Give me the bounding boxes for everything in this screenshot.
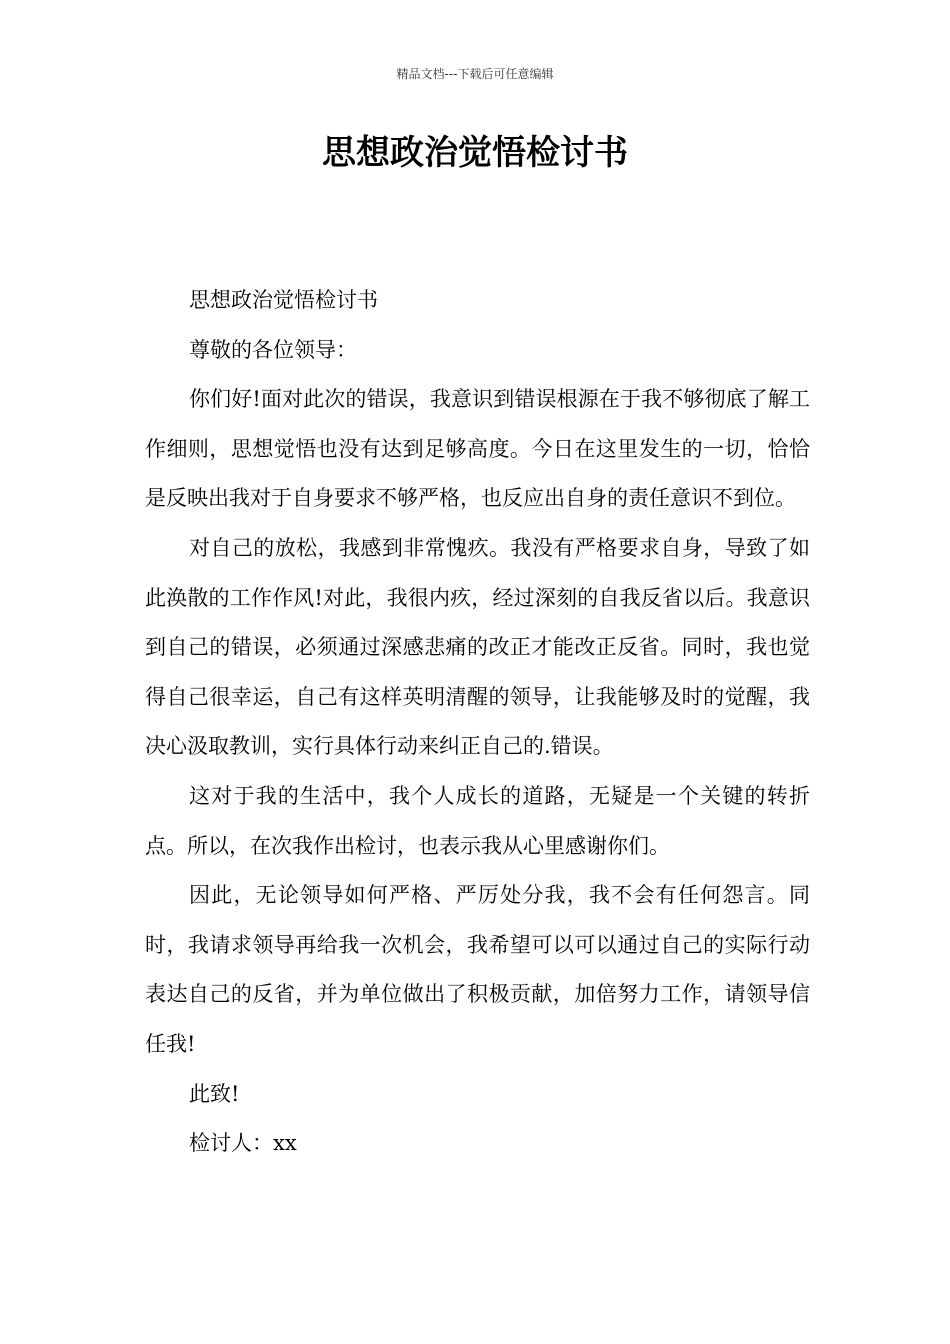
paragraph: 因此，无论领导如何严格、严厉处分我，我不会有任何怨言。同时，我请求领导再给我一次机会，我希望可以可以通过自己的实际行动表达自己的反省，并为单位做出了积极贡献，加倍努力工作，请领导信任我! <box>145 883 810 1056</box>
header-note: 精品文档---下载后可任意编辑 <box>396 67 554 81</box>
paragraph-salutation: 尊敬的各位领导： <box>189 337 357 362</box>
document-title: 思想政治觉悟检讨书 <box>322 133 628 173</box>
paragraph-closing: 此致! <box>189 1081 240 1106</box>
paragraph-signature: 检讨人：xx <box>189 1131 297 1156</box>
paragraph-heading: 思想政治觉悟检讨书 <box>189 288 378 312</box>
paragraph: 这对于我的生活中，我个人成长的道路，无疑是一个关键的转折点。所以，在次我作出检讨，也表示我从心里感谢你们。 <box>145 783 810 858</box>
paragraph: 你们好!面对此次的错误，我意识到错误根源在于我不够彻底了解工作细则，思想觉悟也没有达到足够高度。今日在这里发生的一切，恰恰是反映出我对于自身要求不够严格，也反应出自身的责任意识不到位。 <box>145 387 810 511</box>
paragraph: 对自己的放松，我感到非常愧疚。我没有严格要求自身，导致了如此涣散的工作作风!对此，我很内疚，经过深刻的自我反省以后。我意识到自己的错误，必须通过深感悲痛的改正才能改正反省。同时，我也觉得自己很幸运，自己有这样英明清醒的领导，让我能够及时的觉醒，我决心汲取教训，实行具体行动来纠正自己的.错误。 <box>145 535 810 759</box>
document-body <box>145 276 810 1169</box>
